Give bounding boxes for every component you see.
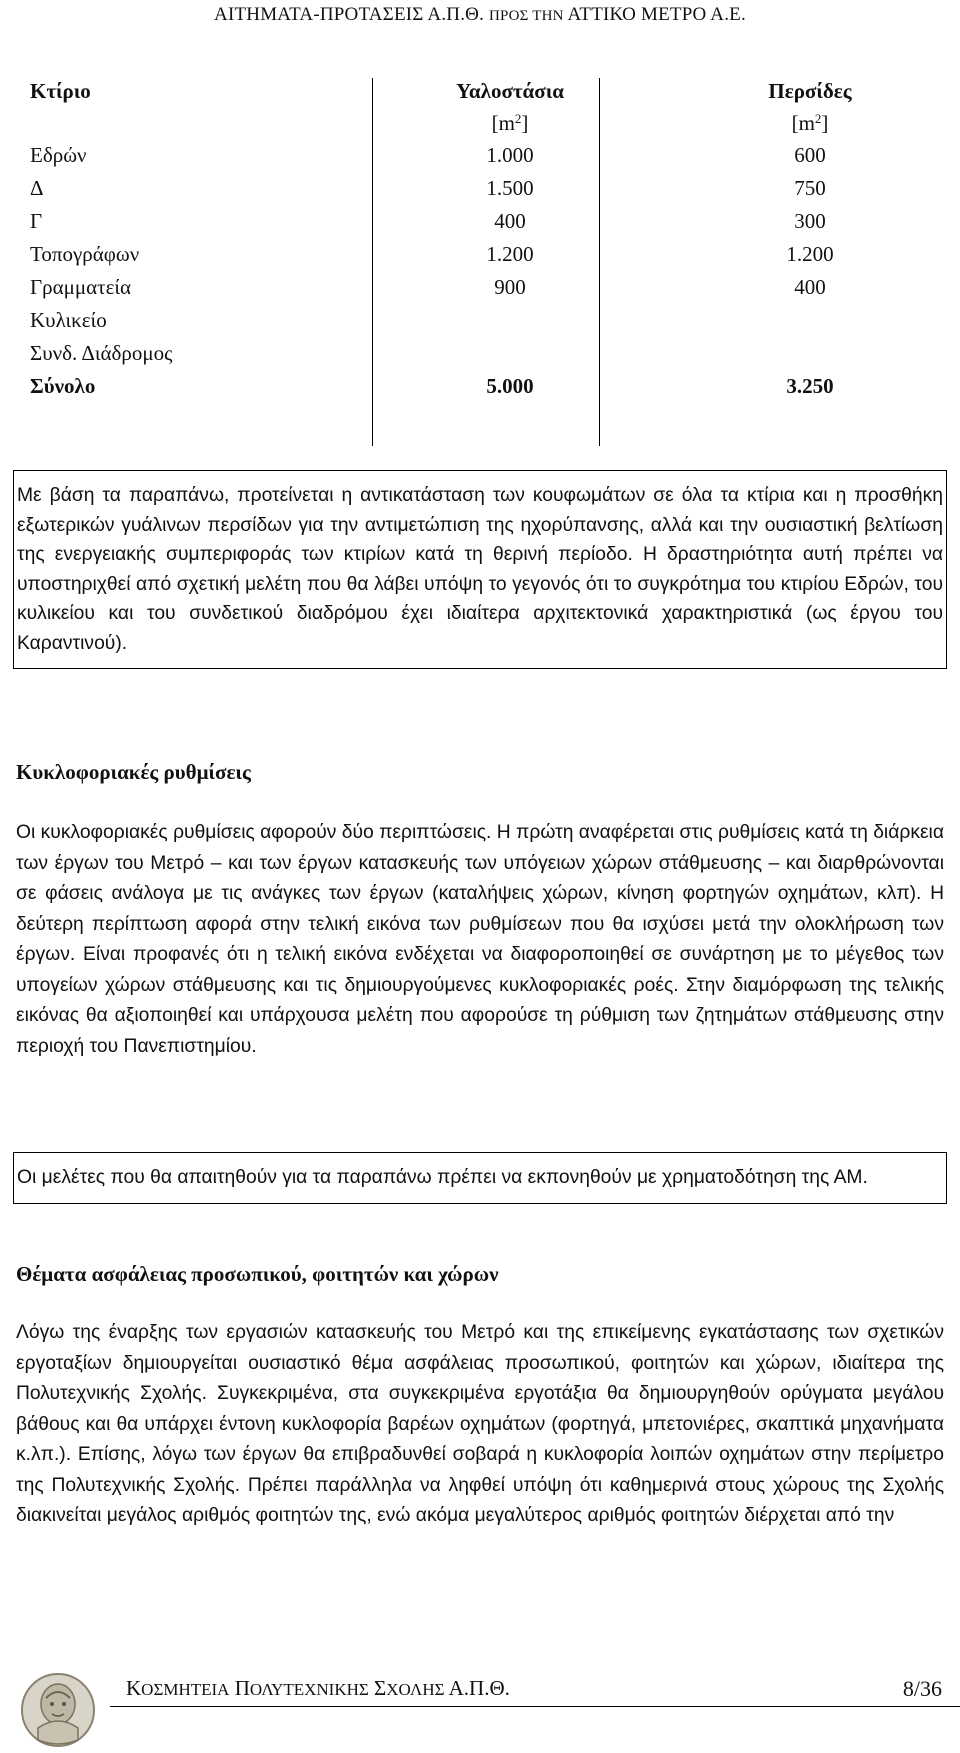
footer-faculty: ΚΟΣΜΗΤΕΙΑ ΠΟΛΥΤΕΧΝΙΚΗΣ ΣΧΟΛΗΣ Α.Π.Θ. bbox=[126, 1676, 510, 1700]
table-row: Τοπογράφων 1.200 1.200 bbox=[30, 242, 834, 266]
col-header-blinds: Περσίδες bbox=[768, 79, 852, 103]
section-heading-safety: Θέματα ασφάλειας προσωπικού, φοιτητών και χώρων bbox=[16, 1262, 499, 1286]
col-header-building: Κτίριο bbox=[30, 79, 91, 103]
table-total-row: Σύνολο 5.000 3.250 bbox=[30, 374, 834, 398]
university-seal-logo bbox=[16, 1668, 100, 1748]
col-header-glazing: Υαλοστάσια bbox=[456, 79, 564, 103]
table-header-row bbox=[30, 76, 860, 106]
table-row: Γ 400 300 bbox=[30, 209, 826, 233]
table-row: Συνδ. Διάδρομος bbox=[30, 341, 173, 365]
traffic-paragraph: Οι κυκλοφοριακές ρυθμίσεις αφορούν δύο περιπτώσεις. Η πρώτη αναφέρεται στις ρυθμίσεις κατά τη διάρκεια των έργων του Μετρό – και των έργων κατασκευής των υπόγειων χώρων στάθμευσης – και διαρθρώνονται σε φάσεις ανάλογα με τις ανάγκες των έργων (καταλήψεις χώρων, κίνηση φορτηγών οχημάτων, κλπ). Η δεύτερη περίπτωση αφορά στην τελική εικόνα των ρυθμίσεων που θα ισχύσει μετά την ολοκλήρωση των έργων. Είναι προφανές ότι η τελική εικόνα ενδέχεται να διαφοροποιηθεί σε συνάρτηση με το μέγεθος των υπογείων χώρων στάθμευσης και τις δημιουργούμενες κυκλοφοριακές ροές. Στην διαμόρφωση της τελικής εικόνας θα αξιοποιηθεί και υπάρχουσα μελέτη που αφορούσε τη ρύθμιση των ζητημάτων στάθμευσης στην περιοχή του Πανεπιστημίου. bbox=[16, 822, 944, 1057]
table-row: Γραμματεία 900 400 bbox=[30, 275, 826, 299]
boxed-funding-paragraph: Οι μελέτες που θα απαιτηθούν για τα παραπάνω πρέπει να εκπονηθούν με χρηματοδότηση της ΑΜ. bbox=[13, 1152, 947, 1204]
page-number: 8/36 bbox=[902, 1676, 942, 1701]
unit-blinds: $[m^2]$ bbox=[791, 111, 829, 135]
unit-glazing: $[m^2]$ bbox=[491, 111, 529, 135]
running-header: ΑΙΤΗΜΑΤΑ-ΠΡΟΤΑΣΕΙΣ Α.Π.Θ. ΠΡΟΣ ΤΗΝ ΑΤΤΙΚΟ ΜΕΤΡΟ Α.Ε. bbox=[214, 4, 746, 25]
table-row: Δ 1.500 750 bbox=[30, 176, 826, 200]
safety-paragraph: Λόγω της έναρξης των εργασιών κατασκευής του Μετρό και της επικείμενης εγκατάστασης των σχετικών εργοταξίων δημιουργείται ουσιαστικό θέμα ασφάλειας προσωπικού, φοιτητών και χώρων, ιδιαίτερα της Πολυτεχνικής Σχολής. Συγκεκριμένα, στα συγκεκριμένα εργοτάξια θα δημιουργηθούν ορύγματα μεγάλου βάθους και θα υπάρχει έντονη κυκλοφορία βαρέων οχημάτων (φορτηγά, μπετονιέρες, σκαπτικά μηχανήματα κ.λπ.). Επίσης, λόγω των έργων θα επιβραδυνθεί σοβαρά η κυκλοφορία λοιπών οχημάτων στην περίμετρο της Πολυτεχνικής Σχολής. Πρέπει παράλληλα να ληφθεί υπόψη ότι καθημερινά στους χώρους της Σχολής διακινείται μεγάλος αριθμός φοιτητών της, ενώ ακόμα μεγαλύτερος αριθμός φοιτητών διέρχεται από την bbox=[16, 1322, 944, 1526]
boxed-proposal-paragraph: Με βάση τα παραπάνω, προτείνεται η αντικατάσταση των κουφωμάτων σε όλα τα κτίρια και η προσθήκη εξωτερικών γυάλινων περσίδων για την αντιμετώπιση της ηχορύπανσης, αλλά και την ουσιαστική βελτίωση της ενεργειακής συμπεριφοράς των κτιρίων κατά τη θερινή περίοδο. Η δραστηριότητα αυτή πρέπει να υποστηριχθεί από σχετική μελέτη που θα λάβει υπόψη το γεγονός ότι το συγκρότημα του κτιρίου Εδρών, του κυλικείου και του συνδετικού διαδρόμου έχει ιδιαίτερα αρχιτεκτονικά χαρακτηριστικά (ως έργου του Καραντινού). bbox=[13, 470, 947, 669]
table-row: Εδρών 1.000 600 bbox=[30, 143, 826, 167]
table-unit-row bbox=[30, 108, 860, 138]
table-row: Κυλικείο bbox=[30, 308, 107, 332]
footer-rule bbox=[110, 1706, 960, 1707]
section-heading-traffic: Κυκλοφοριακές ρυθμίσεις bbox=[16, 760, 251, 784]
